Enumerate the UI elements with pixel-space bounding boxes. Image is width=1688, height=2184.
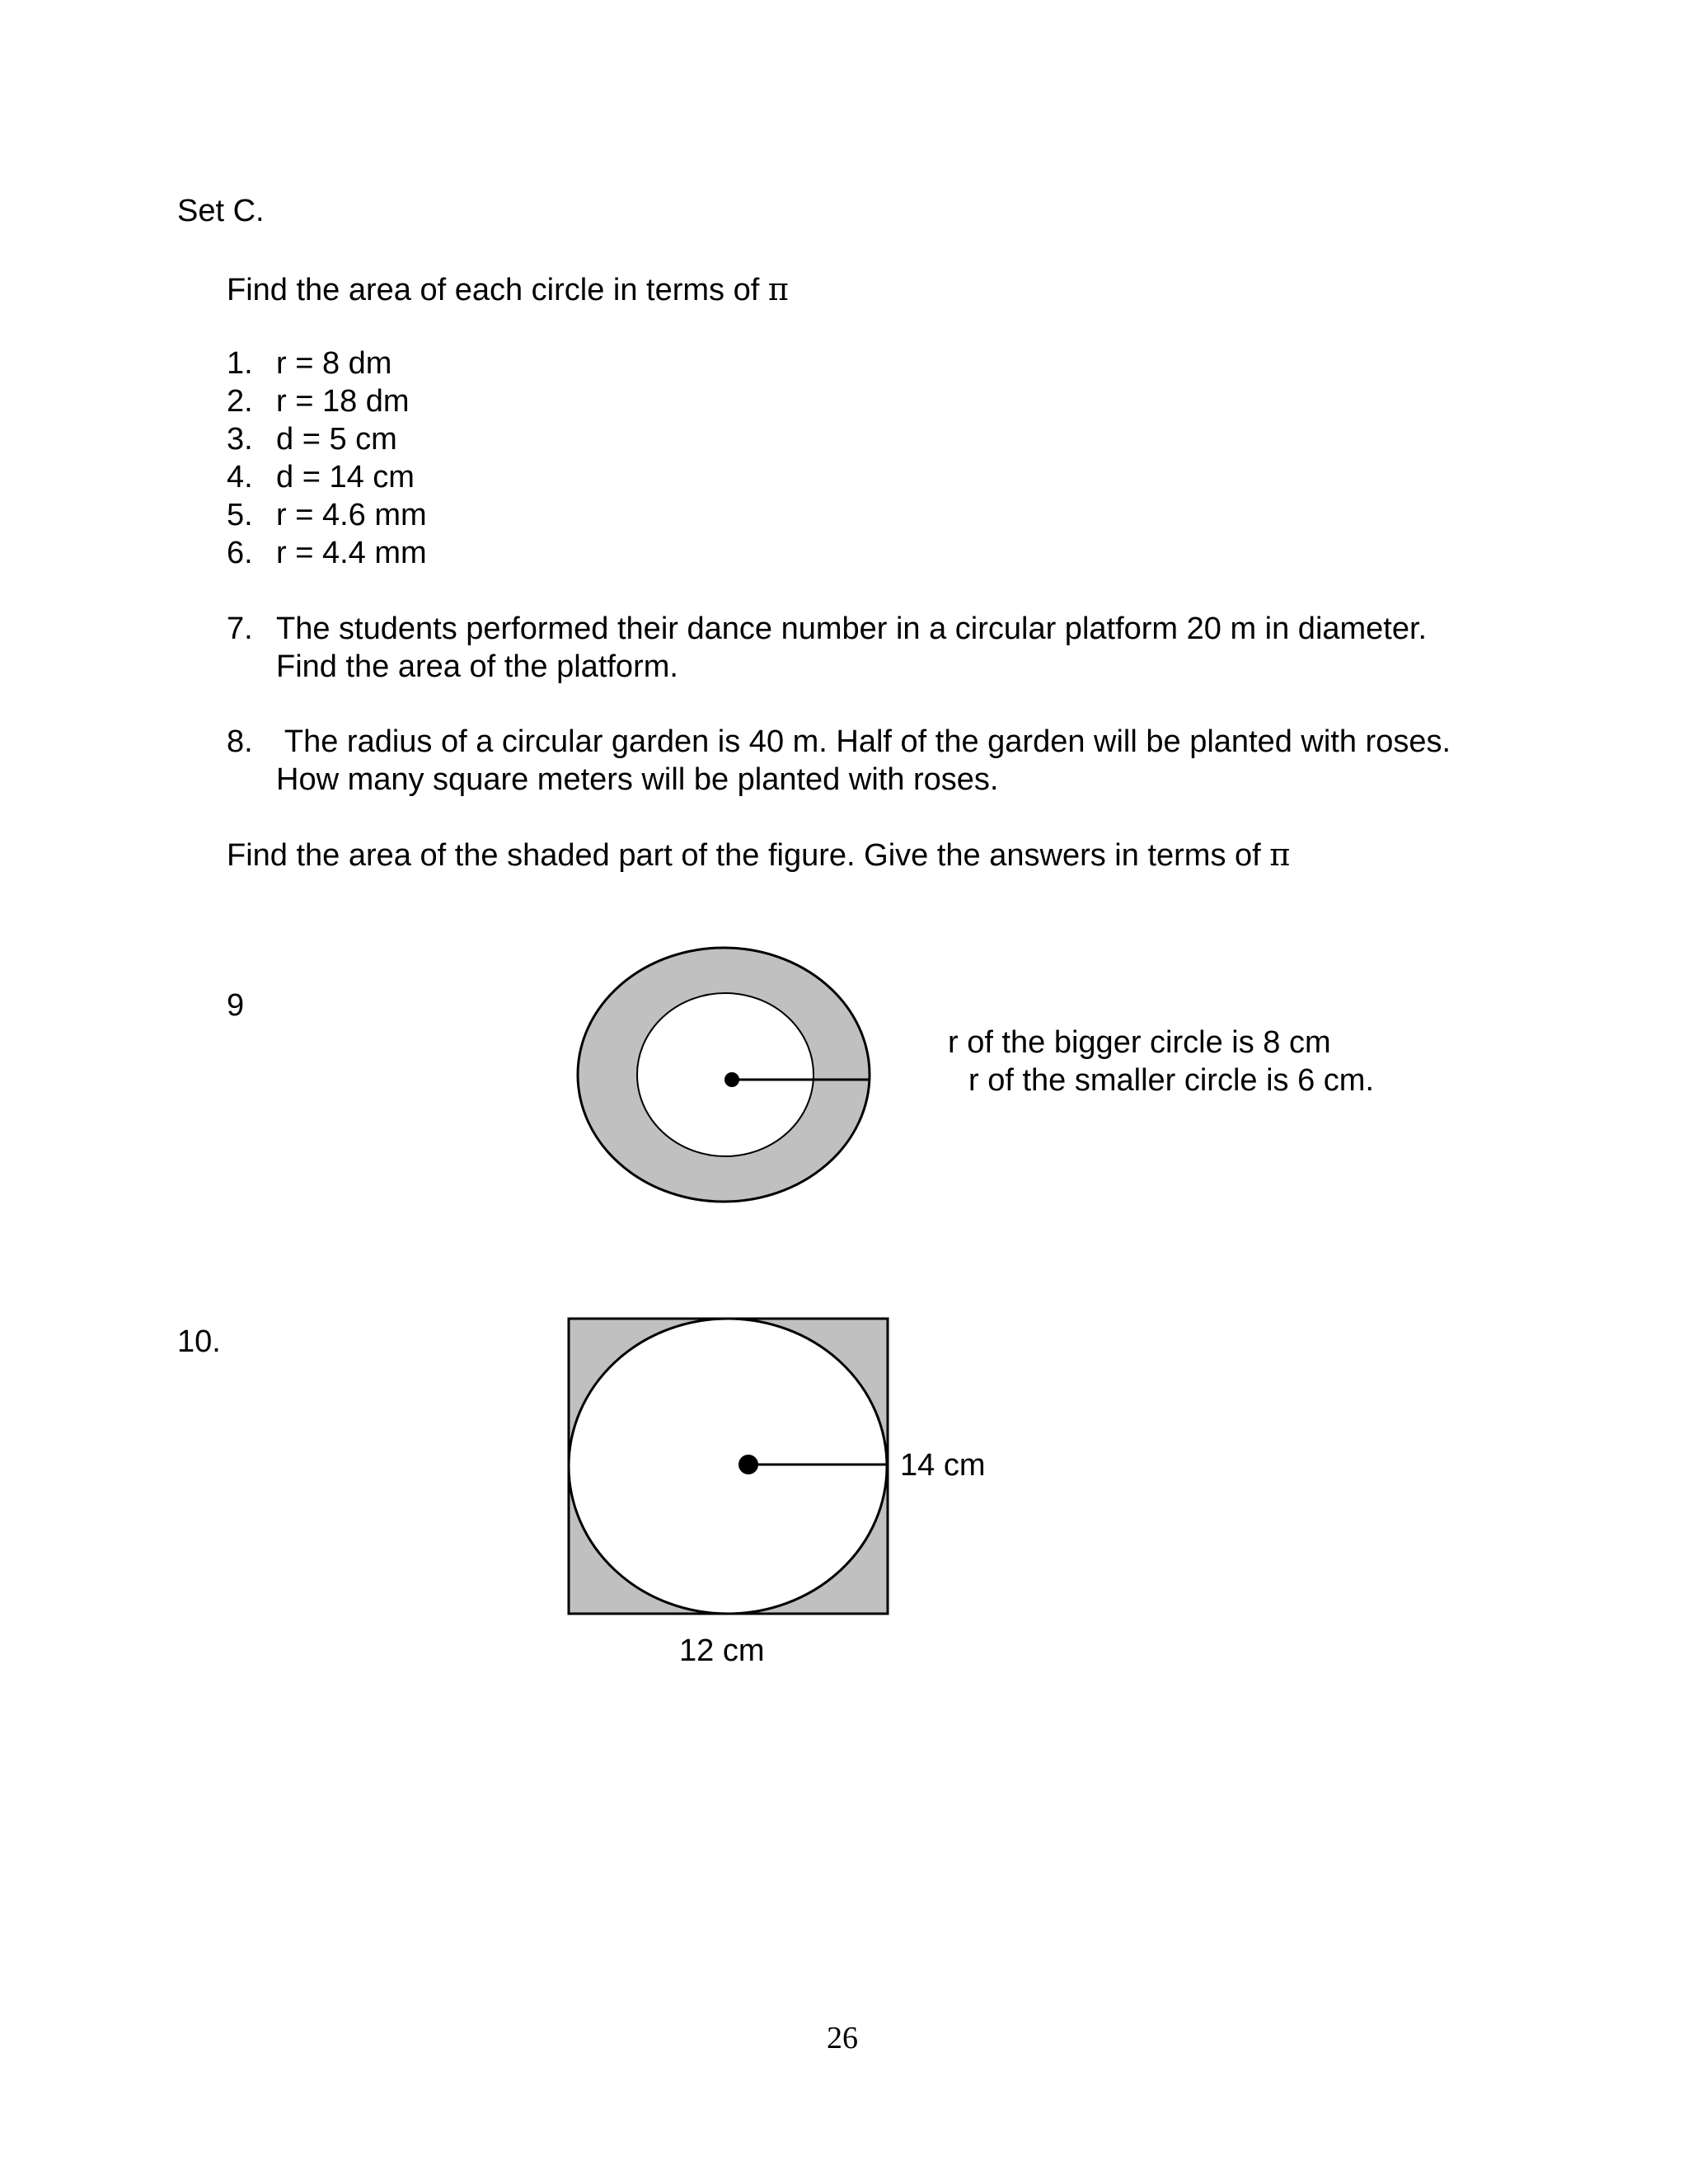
word-problem-line: How many square meters will be planted with roses. <box>276 762 999 797</box>
item-number: 7. <box>227 612 253 646</box>
item-text: d = 14 cm <box>276 460 415 494</box>
center-dot <box>724 1072 739 1087</box>
figure-9-note: r of the bigger circle is 8 cm <box>948 1025 1331 1060</box>
item-text: d = 5 cm <box>276 422 397 457</box>
word-problem-line: Find the area of the platform. <box>276 649 678 684</box>
figure-9-note: r of the smaller circle is 6 cm. <box>968 1063 1374 1098</box>
item-number: 8. <box>227 724 253 759</box>
item-number: 4. <box>227 460 253 494</box>
set-title: Set C. <box>177 194 265 228</box>
page-number: 26 <box>827 2021 858 2055</box>
item-text: r = 18 dm <box>276 384 410 419</box>
pi-symbol: π <box>1269 837 1291 873</box>
instruction-shaded-area <box>227 836 1290 874</box>
inner-circle <box>637 993 814 1156</box>
list-item <box>227 496 427 534</box>
item-text: r = 4.6 mm <box>276 498 427 532</box>
instruction-circle-area <box>227 270 789 309</box>
item-number: 5. <box>227 498 253 532</box>
item-number: 2. <box>227 384 253 419</box>
side-label: 12 cm <box>679 1633 765 1668</box>
item-text: r = 4.4 mm <box>276 536 427 570</box>
center-dot <box>738 1455 758 1474</box>
list-item <box>227 382 410 420</box>
item-number: 6. <box>227 536 253 570</box>
list-item <box>227 420 397 458</box>
pi-symbol: π <box>767 271 789 307</box>
instruction-text: Find the area of the shaded part of the figure. Give the answers in terms of <box>227 838 1261 873</box>
list-item <box>227 458 415 496</box>
figure-9-number: 9 <box>227 988 245 1023</box>
item-number: 1. <box>227 346 253 381</box>
list-item <box>227 344 392 382</box>
item-number: 3. <box>227 422 253 457</box>
list-item <box>227 534 427 572</box>
figure-10-number: 10. <box>177 1324 221 1359</box>
figure-9-annulus <box>569 940 890 1212</box>
item-text: r = 8 dm <box>276 346 392 381</box>
figure-10-square-circle <box>560 1306 989 1685</box>
word-problem-line: The radius of a circular garden is 40 m. Half of the garden will be planted with roses. <box>276 724 1451 759</box>
instruction-text: Find the area of each circle in terms of <box>227 273 760 307</box>
radius-label: 14 cm <box>900 1448 986 1483</box>
word-problem-line: The students performed their dance number in a circular platform 20 m in diameter. <box>276 612 1428 646</box>
inscribed-circle <box>569 1319 887 1614</box>
